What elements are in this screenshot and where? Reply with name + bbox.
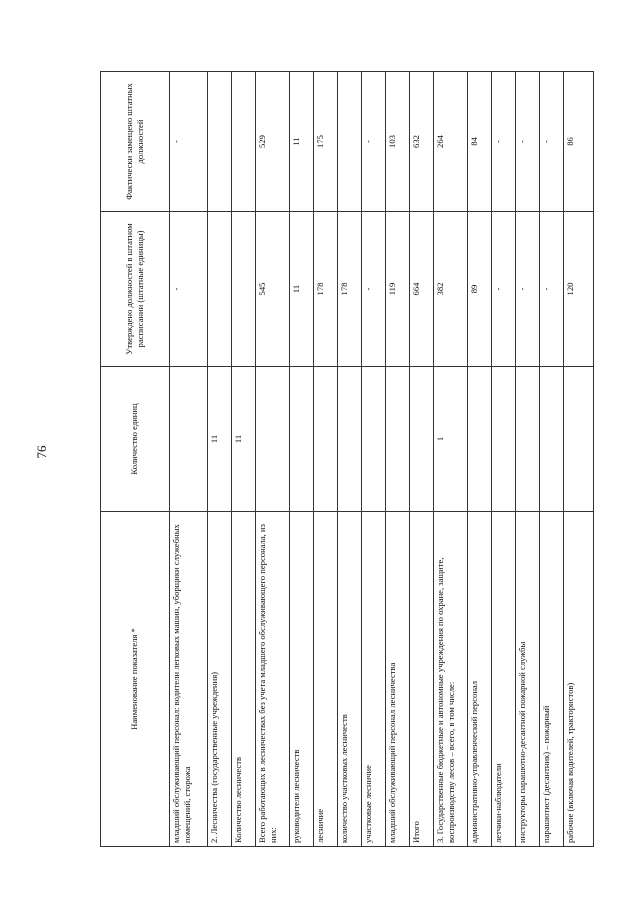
row-actual-cell <box>208 72 232 212</box>
row-units-cell <box>314 367 338 512</box>
row-units-cell <box>362 367 386 512</box>
row-actual-cell: 84 <box>468 72 492 212</box>
row-actual-cell: 175 <box>314 72 338 212</box>
row-actual-cell <box>232 72 256 212</box>
row-name-cell: летчики-наблюдатели <box>492 512 516 847</box>
header-name: Наименование показателя * <box>101 512 170 847</box>
row-actual-cell: 11 <box>290 72 314 212</box>
row-approved-cell: - <box>540 212 564 367</box>
row-units-cell <box>468 367 492 512</box>
row-name-cell: парашютист (десантник) – пожарный <box>540 512 564 847</box>
row-name-cell: 2. Лесничества (государственные учреждения) <box>208 512 232 847</box>
staff-table <box>100 71 594 847</box>
table-header-row <box>101 72 170 847</box>
row-approved-cell: - <box>492 212 516 367</box>
row-approved-cell <box>232 212 256 367</box>
table-row <box>170 72 208 847</box>
table-row <box>492 72 516 847</box>
row-approved-cell: 11 <box>290 212 314 367</box>
table-row <box>516 72 540 847</box>
row-name-cell: участковые лесничие <box>362 512 386 847</box>
row-actual-cell: 632 <box>410 72 434 212</box>
row-actual-cell: 529 <box>256 72 290 212</box>
row-actual-cell: - <box>362 72 386 212</box>
row-units-cell <box>410 367 434 512</box>
row-name-cell: административно-управленческий персонал <box>468 512 492 847</box>
row-actual-cell: - <box>540 72 564 212</box>
row-actual-cell: 103 <box>386 72 410 212</box>
header-actual: Фактически замещено штатных должностей <box>101 72 170 212</box>
row-approved-cell: 89 <box>468 212 492 367</box>
table-row <box>386 72 410 847</box>
page-number: 76 <box>34 445 49 459</box>
row-approved-cell: 119 <box>386 212 410 367</box>
table-row <box>232 72 256 847</box>
row-approved-cell: 382 <box>434 212 468 367</box>
row-name-cell: количество участковых лесничеств <box>338 512 362 847</box>
header-units: Количество единиц <box>101 367 170 512</box>
row-actual-cell: 264 <box>434 72 468 212</box>
row-units-cell: 11 <box>208 367 232 512</box>
row-units-cell <box>492 367 516 512</box>
table-row <box>290 72 314 847</box>
table-row <box>362 72 386 847</box>
rotated-table-wrapper <box>100 72 600 847</box>
row-approved-cell <box>208 212 232 367</box>
row-units-cell <box>290 367 314 512</box>
table-row <box>338 72 362 847</box>
row-approved-cell: 120 <box>564 212 594 367</box>
row-approved-cell: 664 <box>410 212 434 367</box>
row-name-cell: Количество лесничеств <box>232 512 256 847</box>
row-units-cell <box>338 367 362 512</box>
row-name-cell: младший обслуживающий персонал лесничества <box>386 512 410 847</box>
row-approved-cell: 178 <box>338 212 362 367</box>
row-actual-cell: 86 <box>564 72 594 212</box>
table-row <box>564 72 594 847</box>
row-name-cell: 3. Государственные бюджетные и автономные учреждения по охране, защите, воспроизводству лесов – всего, в том числе: <box>434 512 468 847</box>
row-name-cell: младший обслуживающий персонал: водители легковых машин, уборщики служебных помещений, сторожа <box>170 512 208 847</box>
table-row <box>434 72 468 847</box>
row-actual-cell: - <box>492 72 516 212</box>
row-actual-cell <box>338 72 362 212</box>
row-approved-cell: 178 <box>314 212 338 367</box>
row-units-cell <box>256 367 290 512</box>
table-row <box>410 72 434 847</box>
table-row <box>540 72 564 847</box>
row-approved-cell: - <box>516 212 540 367</box>
table-row <box>468 72 492 847</box>
row-approved-cell: 545 <box>256 212 290 367</box>
row-units-cell <box>516 367 540 512</box>
row-actual-cell: - <box>516 72 540 212</box>
row-units-cell: 11 <box>232 367 256 512</box>
row-approved-cell: - <box>170 212 208 367</box>
row-units-cell <box>386 367 410 512</box>
row-actual-cell: - <box>170 72 208 212</box>
row-name-cell: рабочие (включая водителей, трактористов) <box>564 512 594 847</box>
table-row <box>256 72 290 847</box>
table-row <box>314 72 338 847</box>
row-units-cell <box>540 367 564 512</box>
row-name-cell: инструкторы парашютно-десантной пожарной службы <box>516 512 540 847</box>
row-units-cell <box>170 367 208 512</box>
row-name-cell: Всего работающих в лесничествах без учета младшего обслуживающего персонала, из них: <box>256 512 290 847</box>
row-approved-cell: - <box>362 212 386 367</box>
row-name-cell: Итого <box>410 512 434 847</box>
row-units-cell <box>564 367 594 512</box>
row-units-cell: 1 <box>434 367 468 512</box>
header-approved: Утверждено должностей в штатном расписании (штатные единицы) <box>101 212 170 367</box>
row-name-cell: лесничие <box>314 512 338 847</box>
row-name-cell: руководители лесничеств <box>290 512 314 847</box>
table-row <box>208 72 232 847</box>
